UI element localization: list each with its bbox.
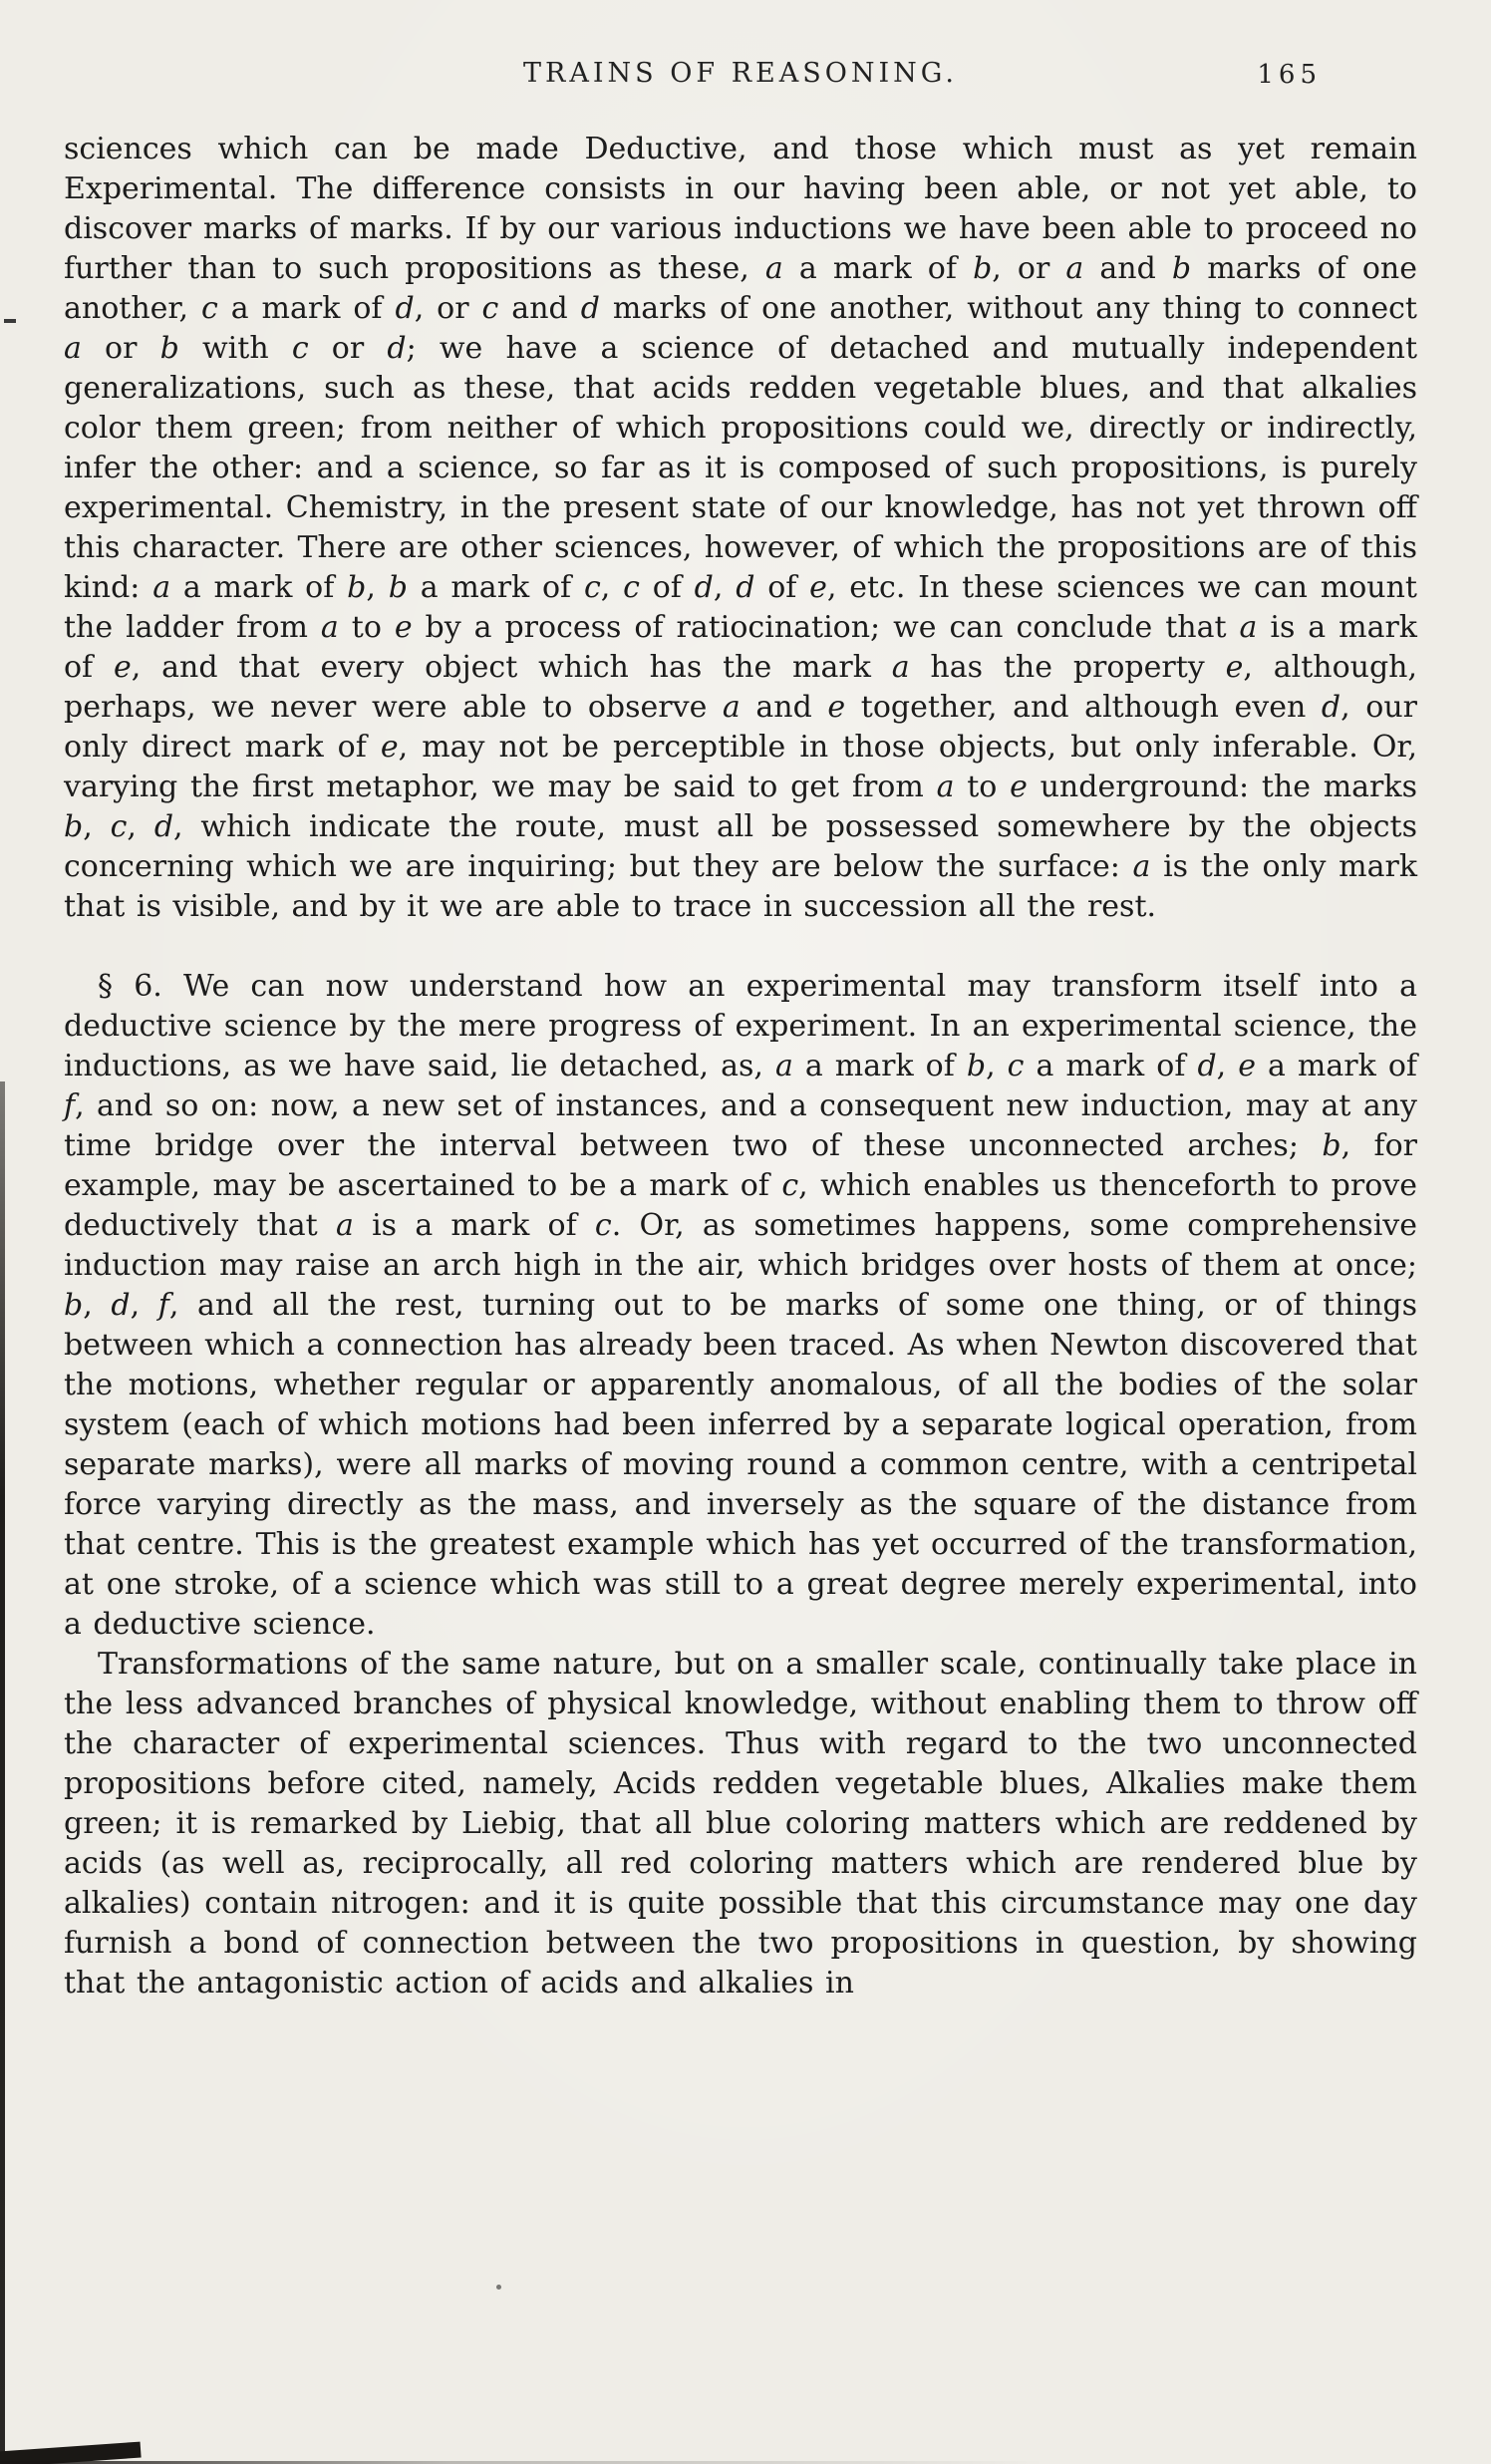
scan-artifact-margin-dash — [4, 319, 16, 323]
page-content — [64, 58, 1417, 2003]
page-body — [64, 130, 1417, 2003]
paragraph-section-6: § 6. We can now understand how an experimental may transform itself into a deductive science by the mere progress of experiment. In an experimental science, the inductions, as we have said, lie detached, as, a a mark of b, c a mark of d, e a mark of f, and so on: now, a new set of instances, and a consequent new induction, may at any time bridge over the interval between two of these unconnected arches; b, for example, may be ascertained to be a mark of c, which enables us thenceforth to prove deductively that a is a mark of c. Or, as sometimes happens, some comprehensive induction may raise an arch high in the air, which bridges over hosts of them at once; b, d, f, and all the rest, turning out to be marks of some one thing, or of things between which a connection has already been traced. As when Newton discovered that the motions, whether regular or apparently anomalous, of all the bodies of the solar system (each of which motions had been inferred by a separate logical operation, from separate marks), were all marks of moving round a common centre, with a centripetal force varying directly as the mass, and inversely as the square of the distance from that centre. This is the greatest example which has yet occurred of the transformation, at one stroke, of a science which was still to a great degree merely experimental, into a deductive science. — [64, 969, 1418, 1642]
page-number: 165 — [1257, 60, 1322, 90]
scan-artifact-left-edge-line — [0, 1081, 5, 2464]
scan-artifact-speck — [496, 2285, 501, 2290]
running-header — [64, 58, 1417, 102]
scan-artifact-bottom-corner — [0, 2442, 142, 2464]
paragraph-transformations: Transformations of the same nature, but on a smaller scale, continually take place in the less advanced branches of physical knowledge, without enabling them to throw off the character of experimental sciences. Thus with regard to the two unconnected propositions before cited, namely, Acids redden vegetable blues, Alkalies make them green; it is remarked by Liebig, that all blue coloring matters which are reddened by acids (as well as, reciprocally, all red coloring matters which are rendered blue by alkalies) contain nitrogen: and it is quite possible that this circumstance may one day furnish a bond of connection between the two propositions in question, by showing that the antagonistic action of acids and alkalies in — [64, 1647, 1417, 2001]
page-title: TRAINS OF REASONING. — [523, 58, 958, 89]
paragraph-continuation: sciences which can be made Deductive, and those which must as yet remain Experimental. The difference consists in our having been able, or not yet able, to discover marks of marks. If by our various inductions we have been able to proceed no further than to such propositions as these, a a mark of b, or a and b marks of one another, c a mark of d, or c and d marks of one another, without any thing to connect a or b with c or d; we have a science of detached and mutually independent generalizations, such as these, that acids redden vegetable blues, and that alkalies color them green; from neither of which propositions could we, directly or indirectly, infer the other: and a science, so far as it is composed of such propositions, is purely experimental. Chemistry, in the present state of our knowledge, has not yet thrown off this character. There are other sciences, however, of which the propositions are of this kind: a a mark of b, b a mark of c, c of d, d of e, etc. In these sciences we can mount the ladder from a to e by a process of ratiocination; we can conclude that a is a mark of e, and that every object which has the mark a has the property e, although, perhaps, we never were able to observe a and e together, and although even d, our only direct mark of e, may not be perceptible in those objects, but only inferable. Or, varying the first metaphor, we may be said to get from a to e underground: the marks b, c, d, which indicate the route, must all be possessed somewhere by the objects concerning which we are inquiring; but they are below the surface: a is the only mark that is visible, and by it we are able to trace in succession all the rest. — [64, 132, 1418, 924]
